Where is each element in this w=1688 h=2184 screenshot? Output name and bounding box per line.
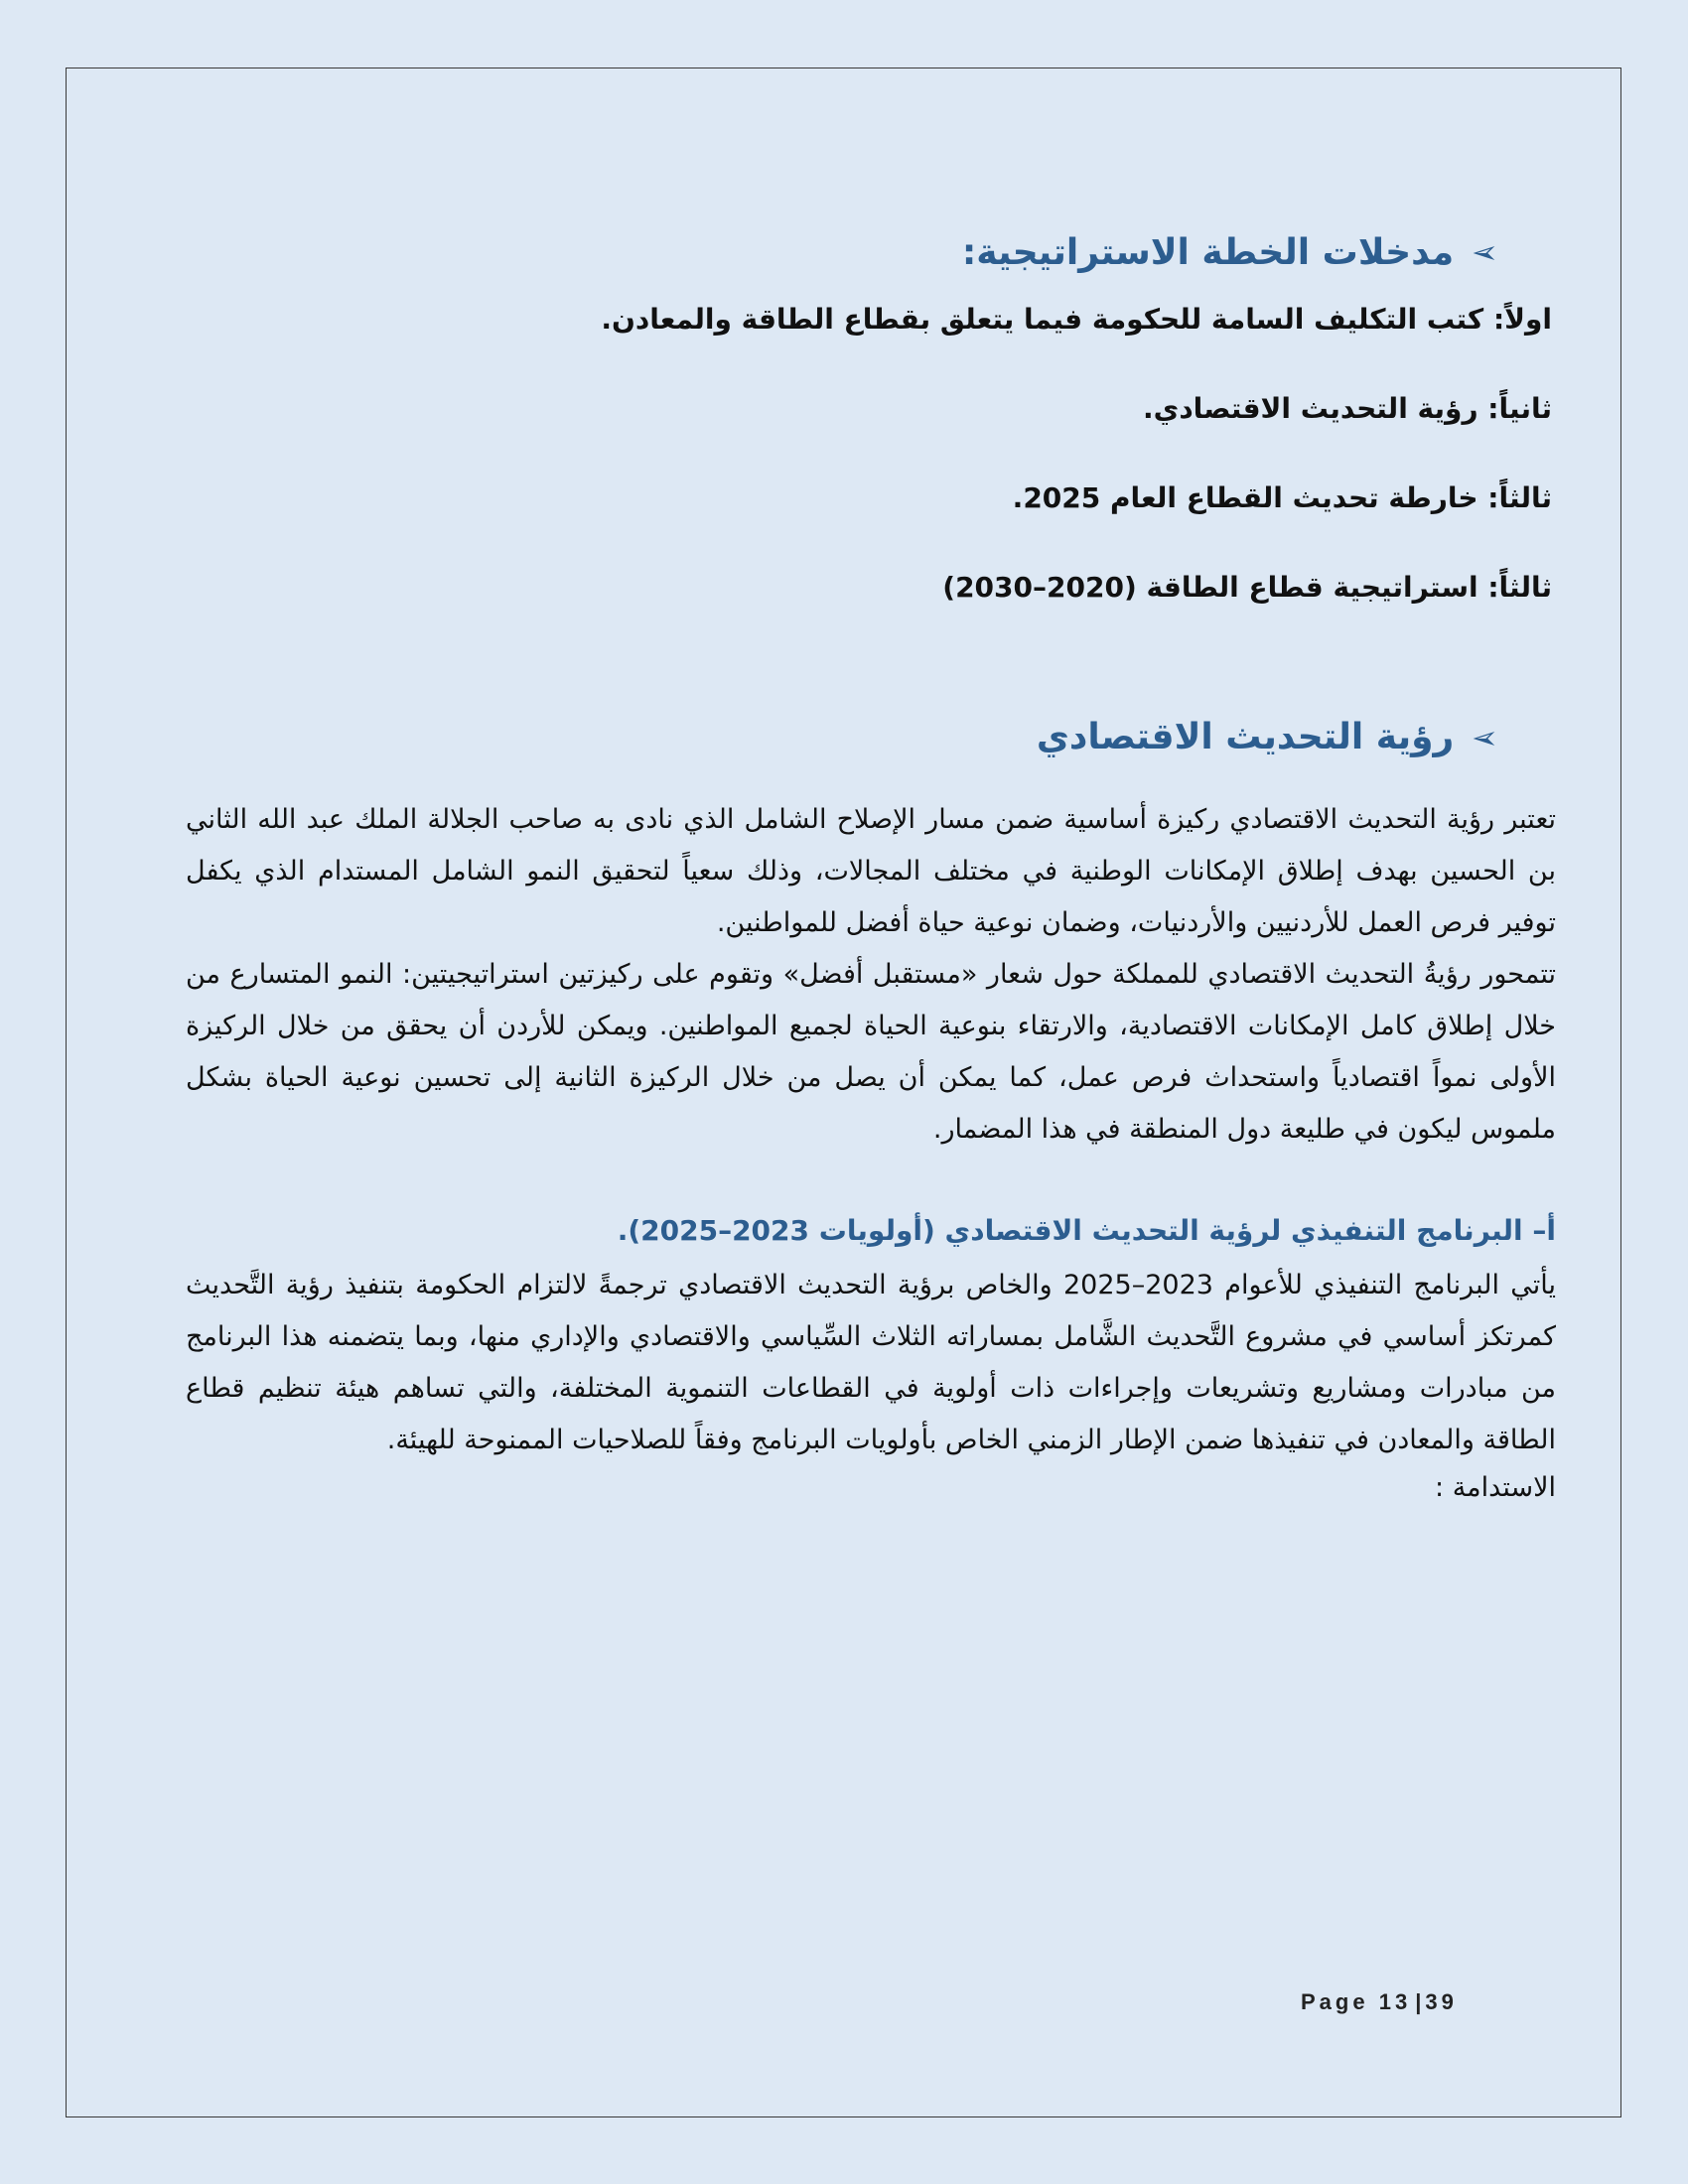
subheading-executive-program: أ– البرنامج التنفيذي لرؤية التحديث الاقتصادي (أولويات 2023–2025). (617, 1214, 1556, 1248)
paragraph-vision-intro: تعتبر رؤية التحديث الاقتصادي ركيزة أساسية ضمن مسار الإصلاح الشامل الذي نادى به صاحب الجلالة الملك عبد الله الثاني بن الحسين بهدف إطلاق الإمكانات الوطنية في مختلف المجالات، وذلك سعياً لتحقيق النمو الشامل المستدام الذي يكفل توفير فرص العمل للأردنيين والأردنيات، وضمان نوعية حياة أفضل للمواطنين. (186, 804, 1556, 939)
page-separator: | (1415, 1989, 1422, 2014)
heading-text: رؤية التحديث الاقتصادي (1036, 717, 1455, 758)
arrow-bullet-icon: ➢ (1472, 233, 1498, 272)
page-number: 13 (1378, 1989, 1412, 2014)
total-pages: 39 (1425, 1989, 1458, 2014)
list-item: ثالثاً: استراتيجية قطاع الطاقة (2020–2030) (942, 571, 1552, 605)
paragraph-vision-pillars: تتمحور رؤيةُ التحديث الاقتصادي للمملكة حول شعار «مستقبل أفضل» وتقوم على ركيزتين استراتيجيتين: النمو المتسارع من خلال إطلاق كامل الإمكانات الاقتصادية، والارتقاء بنوعية الحياة لجميع المواطنين. ويمكن للأردن أن يحقق من خلال الركيزة الأولى نمواً اقتصادياً واستحداث فرص عمل، كما يمكن أن يصل من خلال الركيزة الثانية إلى تحسين نوعية الحياة بشكل ملموس ليكون في طليعة دول المنطقة في هذا المضمار. (186, 959, 1556, 1146)
heading-text: مدخلات الخطة الاستراتيجية: (961, 232, 1455, 273)
section-heading-strategic-inputs (186, 231, 1556, 274)
document-body (186, 223, 1556, 1505)
sustainability-label: الاستدامة : (1435, 1471, 1556, 1503)
paragraph-executive-program: يأتي البرنامج التنفيذي للأعوام 2023–2025 والخاص برؤية التحديث الاقتصادي ترجمةً لالتزام الحكومة بتنفيذ رؤية التَّحديث كمرتكز أساسي في مشروع التَّحديث الشَّامل بمساراته الثلاث السِّياسي والاقتصادي والإداري منها، وبما يتضمنه هذا البرنامج من مبادرات ومشاريع وتشريعات وإجراءات ذات أولوية في القطاعات التنموية المختلفة، والتي تساهم هيئة تنظيم قطاع الطاقة والمعادن في تنفيذها ضمن الإطار الزمني الخاص بأولويات البرنامج وفقاً للصلاحيات الممنوحة للهيئة. (186, 1269, 1556, 1455)
section-heading-economic-vision (186, 716, 1556, 758)
arrow-bullet-icon: ➢ (1472, 718, 1498, 756)
list-item: اولاً: كتب التكليف السامة للحكومة فيما يتعلق بقطاع الطاقة والمعادن. (601, 303, 1552, 337)
list-item: ثانياً: رؤية التحديث الاقتصادي. (1143, 392, 1552, 426)
page-footer (1301, 1989, 1458, 2015)
page-label: Page (1301, 1989, 1369, 2014)
list-item: ثالثاً: خارطة تحديث القطاع العام 2025. (1012, 481, 1552, 515)
